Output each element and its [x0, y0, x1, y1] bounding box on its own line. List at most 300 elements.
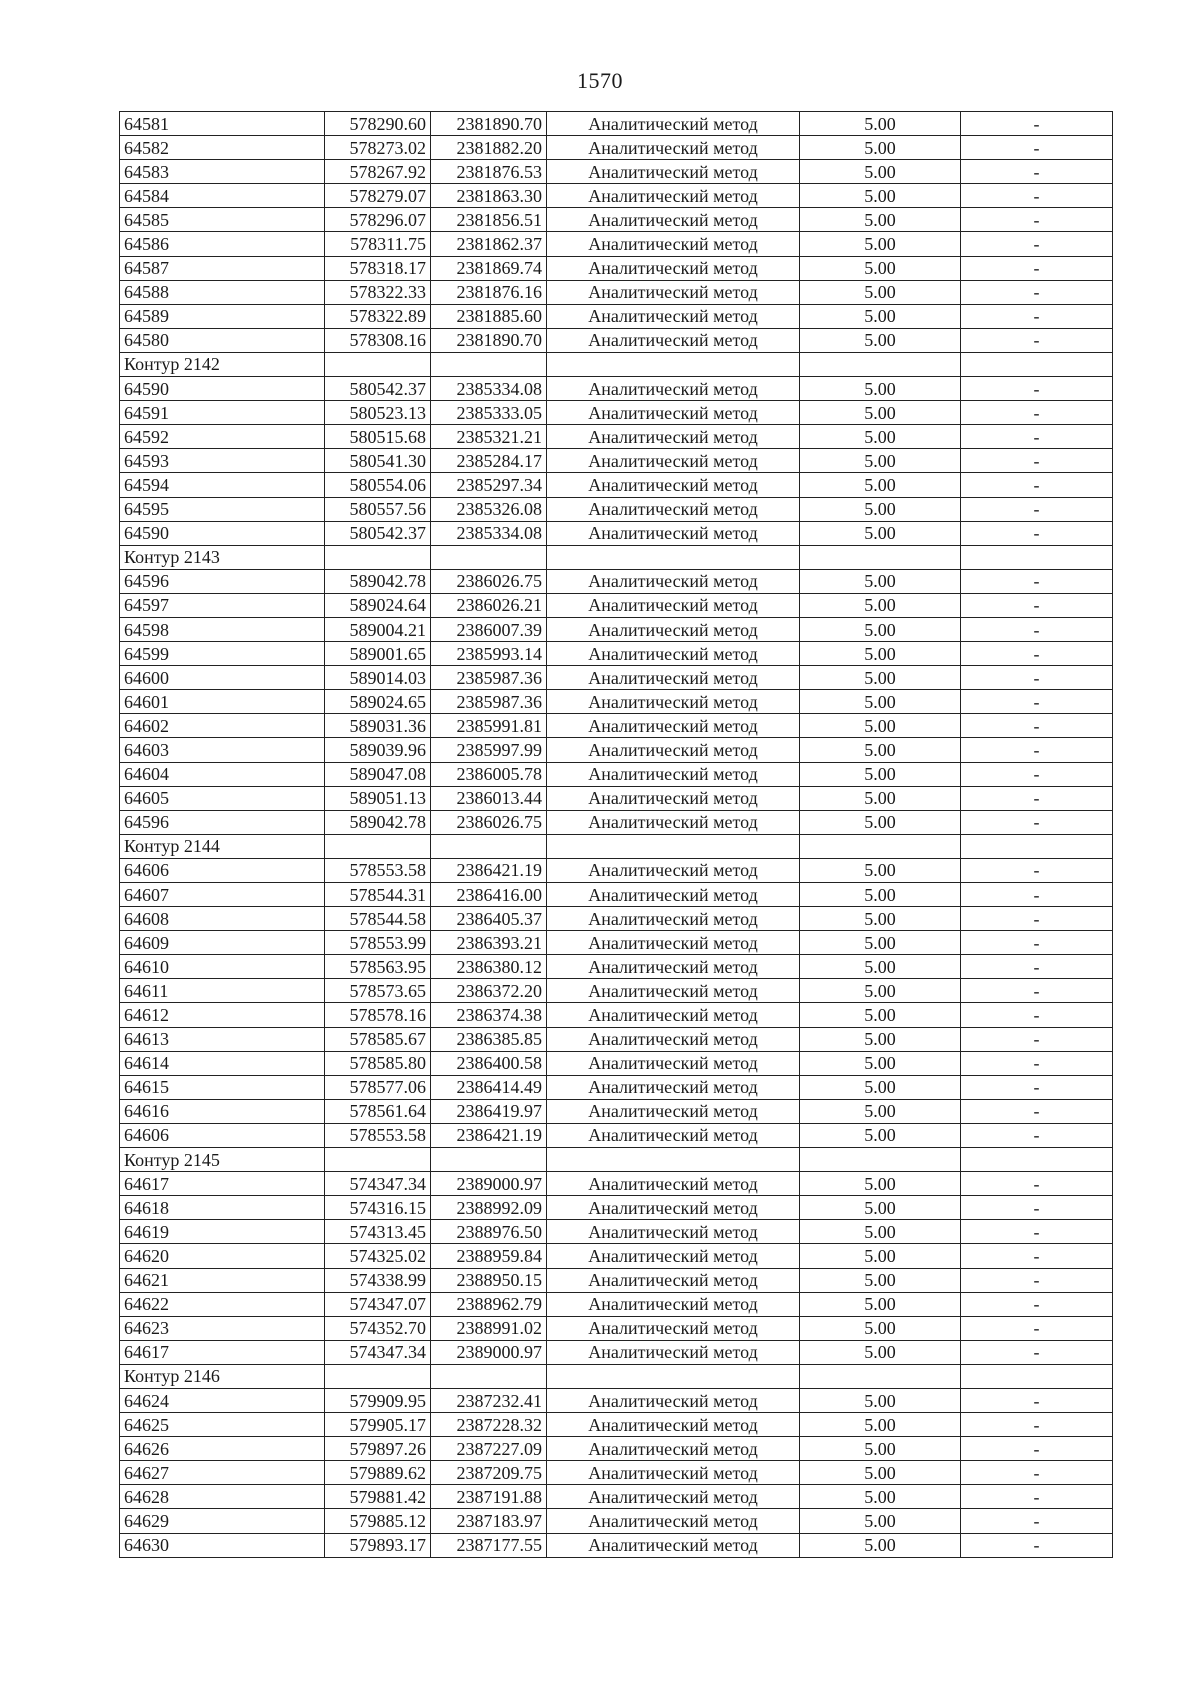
- y-coordinate-cell: 2381862.37: [431, 232, 547, 256]
- x-coordinate-cell: 574338.99: [325, 1268, 431, 1292]
- point-id-cell: 64602: [120, 714, 325, 738]
- y-coordinate-cell: 2389000.97: [431, 1172, 547, 1196]
- method-cell: Аналитический метод: [547, 569, 800, 593]
- table-row: [120, 858, 1113, 882]
- method-cell: Аналитический метод: [547, 714, 800, 738]
- x-coordinate-cell: 578585.67: [325, 1027, 431, 1051]
- y-coordinate-cell: 2388950.15: [431, 1268, 547, 1292]
- x-coordinate-cell: 574347.34: [325, 1172, 431, 1196]
- note-cell: -: [961, 1485, 1113, 1509]
- point-id-cell: 64582: [120, 136, 325, 160]
- accuracy-cell: 5.00: [800, 1533, 961, 1557]
- point-id-cell: 64597: [120, 593, 325, 617]
- accuracy-cell: 5.00: [800, 810, 961, 834]
- contour-label: Контур 2144: [120, 834, 325, 858]
- y-coordinate-cell: 2381890.70: [431, 328, 547, 352]
- y-coordinate-cell: 2388991.02: [431, 1316, 547, 1340]
- empty-cell: [547, 1364, 800, 1388]
- y-coordinate-cell: 2381876.16: [431, 280, 547, 304]
- x-coordinate-cell: 574313.45: [325, 1220, 431, 1244]
- accuracy-cell: 5.00: [800, 232, 961, 256]
- note-cell: -: [961, 425, 1113, 449]
- point-id-cell: 64620: [120, 1244, 325, 1268]
- accuracy-cell: 5.00: [800, 714, 961, 738]
- x-coordinate-cell: 578322.89: [325, 304, 431, 328]
- note-cell: -: [961, 449, 1113, 473]
- method-cell: Аналитический метод: [547, 883, 800, 907]
- contour-label: Контур 2142: [120, 352, 325, 376]
- x-coordinate-cell: 580554.06: [325, 473, 431, 497]
- accuracy-cell: 5.00: [800, 449, 961, 473]
- point-id-cell: 64616: [120, 1099, 325, 1123]
- empty-cell: [325, 1148, 431, 1172]
- method-cell: Аналитический метод: [547, 1316, 800, 1340]
- y-coordinate-cell: 2381869.74: [431, 256, 547, 280]
- method-cell: Аналитический метод: [547, 931, 800, 955]
- table-row: [120, 136, 1113, 160]
- page-number: 1570: [577, 68, 623, 93]
- accuracy-cell: 5.00: [800, 377, 961, 401]
- note-cell: -: [961, 883, 1113, 907]
- y-coordinate-cell: 2387191.88: [431, 1485, 547, 1509]
- method-cell: Аналитический метод: [547, 786, 800, 810]
- note-cell: -: [961, 232, 1113, 256]
- table-row: [120, 1413, 1113, 1437]
- accuracy-cell: 5.00: [800, 738, 961, 762]
- empty-cell: [961, 352, 1113, 376]
- note-cell: -: [961, 1051, 1113, 1075]
- y-coordinate-cell: 2386005.78: [431, 762, 547, 786]
- method-cell: Аналитический метод: [547, 1268, 800, 1292]
- accuracy-cell: 5.00: [800, 1485, 961, 1509]
- note-cell: -: [961, 979, 1113, 1003]
- note-cell: -: [961, 473, 1113, 497]
- point-id-cell: 64629: [120, 1509, 325, 1533]
- x-coordinate-cell: 579889.62: [325, 1461, 431, 1485]
- accuracy-cell: 5.00: [800, 1220, 961, 1244]
- accuracy-cell: 5.00: [800, 1437, 961, 1461]
- method-cell: Аналитический метод: [547, 666, 800, 690]
- note-cell: -: [961, 931, 1113, 955]
- y-coordinate-cell: 2388992.09: [431, 1196, 547, 1220]
- point-id-cell: 64618: [120, 1196, 325, 1220]
- y-coordinate-cell: 2385297.34: [431, 473, 547, 497]
- note-cell: -: [961, 1196, 1113, 1220]
- method-cell: Аналитический метод: [547, 858, 800, 882]
- table-row: [120, 1075, 1113, 1099]
- table-row: [120, 1388, 1113, 1412]
- note-cell: -: [961, 497, 1113, 521]
- note-cell: -: [961, 1220, 1113, 1244]
- accuracy-cell: 5.00: [800, 184, 961, 208]
- method-cell: Аналитический метод: [547, 690, 800, 714]
- table-row: [120, 521, 1113, 545]
- accuracy-cell: 5.00: [800, 1099, 961, 1123]
- point-id-cell: 64606: [120, 1123, 325, 1147]
- accuracy-cell: 5.00: [800, 1316, 961, 1340]
- accuracy-cell: 5.00: [800, 569, 961, 593]
- x-coordinate-cell: 578553.58: [325, 1123, 431, 1147]
- table-row: [120, 1340, 1113, 1364]
- table-row: [120, 449, 1113, 473]
- accuracy-cell: 5.00: [800, 1340, 961, 1364]
- point-id-cell: 64587: [120, 256, 325, 280]
- y-coordinate-cell: 2388976.50: [431, 1220, 547, 1244]
- x-coordinate-cell: 589039.96: [325, 738, 431, 762]
- method-cell: Аналитический метод: [547, 1292, 800, 1316]
- accuracy-cell: 5.00: [800, 256, 961, 280]
- table-row: [120, 642, 1113, 666]
- accuracy-cell: 5.00: [800, 955, 961, 979]
- x-coordinate-cell: 578585.80: [325, 1051, 431, 1075]
- note-cell: -: [961, 617, 1113, 641]
- contour-label: Контур 2145: [120, 1148, 325, 1172]
- empty-cell: [325, 1364, 431, 1388]
- method-cell: Аналитический метод: [547, 401, 800, 425]
- accuracy-cell: 5.00: [800, 497, 961, 521]
- contour-header-row: [120, 1148, 1113, 1172]
- point-id-cell: 64593: [120, 449, 325, 473]
- method-cell: Аналитический метод: [547, 497, 800, 521]
- x-coordinate-cell: 589042.78: [325, 810, 431, 834]
- table-row: [120, 377, 1113, 401]
- method-cell: Аналитический метод: [547, 112, 800, 136]
- x-coordinate-cell: 578322.33: [325, 280, 431, 304]
- method-cell: Аналитический метод: [547, 328, 800, 352]
- method-cell: Аналитический метод: [547, 810, 800, 834]
- y-coordinate-cell: 2381882.20: [431, 136, 547, 160]
- method-cell: Аналитический метод: [547, 1437, 800, 1461]
- note-cell: -: [961, 1292, 1113, 1316]
- accuracy-cell: 5.00: [800, 1027, 961, 1051]
- table-row: [120, 1316, 1113, 1340]
- method-cell: Аналитический метод: [547, 256, 800, 280]
- point-id-cell: 64580: [120, 328, 325, 352]
- point-id-cell: 64622: [120, 1292, 325, 1316]
- x-coordinate-cell: 589042.78: [325, 569, 431, 593]
- method-cell: Аналитический метод: [547, 1461, 800, 1485]
- accuracy-cell: 5.00: [800, 762, 961, 786]
- empty-cell: [800, 1364, 961, 1388]
- note-cell: -: [961, 136, 1113, 160]
- table-row: [120, 1220, 1113, 1244]
- empty-cell: [431, 834, 547, 858]
- point-id-cell: 64601: [120, 690, 325, 714]
- point-id-cell: 64624: [120, 1388, 325, 1412]
- contour-label: Контур 2143: [120, 545, 325, 569]
- y-coordinate-cell: 2386421.19: [431, 1123, 547, 1147]
- x-coordinate-cell: 579885.12: [325, 1509, 431, 1533]
- note-cell: -: [961, 328, 1113, 352]
- method-cell: Аналитический метод: [547, 280, 800, 304]
- point-id-cell: 64613: [120, 1027, 325, 1051]
- point-id-cell: 64585: [120, 208, 325, 232]
- note-cell: -: [961, 1533, 1113, 1557]
- table-row: [120, 304, 1113, 328]
- coordinates-table: [119, 111, 1113, 1558]
- x-coordinate-cell: 578553.58: [325, 858, 431, 882]
- y-coordinate-cell: 2386374.38: [431, 1003, 547, 1027]
- x-coordinate-cell: 578577.06: [325, 1075, 431, 1099]
- x-coordinate-cell: 579909.95: [325, 1388, 431, 1412]
- method-cell: Аналитический метод: [547, 136, 800, 160]
- accuracy-cell: 5.00: [800, 642, 961, 666]
- table-row: [120, 208, 1113, 232]
- note-cell: -: [961, 1316, 1113, 1340]
- point-id-cell: 64596: [120, 569, 325, 593]
- y-coordinate-cell: 2386421.19: [431, 858, 547, 882]
- x-coordinate-cell: 574325.02: [325, 1244, 431, 1268]
- table-row: [120, 955, 1113, 979]
- accuracy-cell: 5.00: [800, 280, 961, 304]
- method-cell: Аналитический метод: [547, 1413, 800, 1437]
- x-coordinate-cell: 589014.03: [325, 666, 431, 690]
- y-coordinate-cell: 2386372.20: [431, 979, 547, 1003]
- x-coordinate-cell: 589047.08: [325, 762, 431, 786]
- note-cell: -: [961, 304, 1113, 328]
- empty-cell: [325, 352, 431, 376]
- note-cell: -: [961, 1027, 1113, 1051]
- accuracy-cell: 5.00: [800, 1413, 961, 1437]
- y-coordinate-cell: 2381856.51: [431, 208, 547, 232]
- accuracy-cell: 5.00: [800, 1244, 961, 1268]
- y-coordinate-cell: 2387232.41: [431, 1388, 547, 1412]
- empty-cell: [961, 545, 1113, 569]
- y-coordinate-cell: 2386416.00: [431, 883, 547, 907]
- point-id-cell: 64615: [120, 1075, 325, 1099]
- point-id-cell: 64617: [120, 1172, 325, 1196]
- y-coordinate-cell: 2385987.36: [431, 666, 547, 690]
- y-coordinate-cell: 2387177.55: [431, 1533, 547, 1557]
- table-row: [120, 931, 1113, 955]
- y-coordinate-cell: 2387209.75: [431, 1461, 547, 1485]
- empty-cell: [961, 834, 1113, 858]
- y-coordinate-cell: 2386026.75: [431, 810, 547, 834]
- x-coordinate-cell: 578563.95: [325, 955, 431, 979]
- note-cell: -: [961, 521, 1113, 545]
- note-cell: -: [961, 666, 1113, 690]
- x-coordinate-cell: 578279.07: [325, 184, 431, 208]
- method-cell: Аналитический метод: [547, 1340, 800, 1364]
- note-cell: -: [961, 208, 1113, 232]
- x-coordinate-cell: 579893.17: [325, 1533, 431, 1557]
- accuracy-cell: 5.00: [800, 425, 961, 449]
- table-row: [120, 1003, 1113, 1027]
- note-cell: -: [961, 1099, 1113, 1123]
- method-cell: Аналитический метод: [547, 1196, 800, 1220]
- y-coordinate-cell: 2385997.99: [431, 738, 547, 762]
- y-coordinate-cell: 2385333.05: [431, 401, 547, 425]
- table-row: [120, 714, 1113, 738]
- accuracy-cell: 5.00: [800, 1075, 961, 1099]
- x-coordinate-cell: 580541.30: [325, 449, 431, 473]
- accuracy-cell: 5.00: [800, 328, 961, 352]
- accuracy-cell: 5.00: [800, 690, 961, 714]
- empty-cell: [800, 1148, 961, 1172]
- y-coordinate-cell: 2386026.75: [431, 569, 547, 593]
- contour-label: Контур 2146: [120, 1364, 325, 1388]
- x-coordinate-cell: 578578.16: [325, 1003, 431, 1027]
- method-cell: Аналитический метод: [547, 955, 800, 979]
- table-row: [120, 883, 1113, 907]
- table-row: [120, 1123, 1113, 1147]
- x-coordinate-cell: 579881.42: [325, 1485, 431, 1509]
- point-id-cell: 64600: [120, 666, 325, 690]
- y-coordinate-cell: 2381876.53: [431, 160, 547, 184]
- point-id-cell: 64588: [120, 280, 325, 304]
- empty-cell: [325, 545, 431, 569]
- point-id-cell: 64604: [120, 762, 325, 786]
- x-coordinate-cell: 579897.26: [325, 1437, 431, 1461]
- y-coordinate-cell: 2386026.21: [431, 593, 547, 617]
- y-coordinate-cell: 2386380.12: [431, 955, 547, 979]
- x-coordinate-cell: 574352.70: [325, 1316, 431, 1340]
- x-coordinate-cell: 574347.34: [325, 1340, 431, 1364]
- table-row: [120, 617, 1113, 641]
- empty-cell: [431, 352, 547, 376]
- y-coordinate-cell: 2385991.81: [431, 714, 547, 738]
- empty-cell: [800, 352, 961, 376]
- method-cell: Аналитический метод: [547, 425, 800, 449]
- y-coordinate-cell: 2381890.70: [431, 112, 547, 136]
- empty-cell: [961, 1148, 1113, 1172]
- point-id-cell: 64614: [120, 1051, 325, 1075]
- table-row: [120, 1461, 1113, 1485]
- method-cell: Аналитический метод: [547, 979, 800, 1003]
- note-cell: -: [961, 1437, 1113, 1461]
- accuracy-cell: 5.00: [800, 858, 961, 882]
- note-cell: -: [961, 569, 1113, 593]
- y-coordinate-cell: 2385326.08: [431, 497, 547, 521]
- accuracy-cell: 5.00: [800, 304, 961, 328]
- y-coordinate-cell: 2386393.21: [431, 931, 547, 955]
- note-cell: -: [961, 1461, 1113, 1485]
- empty-cell: [547, 834, 800, 858]
- method-cell: Аналитический метод: [547, 521, 800, 545]
- note-cell: -: [961, 280, 1113, 304]
- point-id-cell: 64583: [120, 160, 325, 184]
- accuracy-cell: 5.00: [800, 1268, 961, 1292]
- point-id-cell: 64592: [120, 425, 325, 449]
- x-coordinate-cell: 574347.07: [325, 1292, 431, 1316]
- y-coordinate-cell: 2387228.32: [431, 1413, 547, 1437]
- table-row: [120, 762, 1113, 786]
- table-row: [120, 1292, 1113, 1316]
- table-row: [120, 401, 1113, 425]
- table-row: [120, 979, 1113, 1003]
- point-id-cell: 64603: [120, 738, 325, 762]
- note-cell: -: [961, 810, 1113, 834]
- empty-cell: [431, 545, 547, 569]
- note-cell: -: [961, 1340, 1113, 1364]
- note-cell: -: [961, 593, 1113, 617]
- y-coordinate-cell: 2381863.30: [431, 184, 547, 208]
- accuracy-cell: 5.00: [800, 1172, 961, 1196]
- note-cell: -: [961, 738, 1113, 762]
- method-cell: Аналитический метод: [547, 1485, 800, 1509]
- accuracy-cell: 5.00: [800, 593, 961, 617]
- table-row: [120, 497, 1113, 521]
- table-row: [120, 1268, 1113, 1292]
- x-coordinate-cell: 578573.65: [325, 979, 431, 1003]
- x-coordinate-cell: 578308.16: [325, 328, 431, 352]
- accuracy-cell: 5.00: [800, 521, 961, 545]
- table-row: [120, 786, 1113, 810]
- x-coordinate-cell: 589024.65: [325, 690, 431, 714]
- accuracy-cell: 5.00: [800, 931, 961, 955]
- x-coordinate-cell: 580515.68: [325, 425, 431, 449]
- y-coordinate-cell: 2388962.79: [431, 1292, 547, 1316]
- note-cell: -: [961, 1413, 1113, 1437]
- accuracy-cell: 5.00: [800, 979, 961, 1003]
- table-row: [120, 1485, 1113, 1509]
- note-cell: -: [961, 1075, 1113, 1099]
- point-id-cell: 64591: [120, 401, 325, 425]
- x-coordinate-cell: 580523.13: [325, 401, 431, 425]
- accuracy-cell: 5.00: [800, 1196, 961, 1220]
- point-id-cell: 64586: [120, 232, 325, 256]
- note-cell: -: [961, 690, 1113, 714]
- y-coordinate-cell: 2386405.37: [431, 907, 547, 931]
- y-coordinate-cell: 2386400.58: [431, 1051, 547, 1075]
- y-coordinate-cell: 2386419.97: [431, 1099, 547, 1123]
- table-row: [120, 256, 1113, 280]
- point-id-cell: 64626: [120, 1437, 325, 1461]
- note-cell: -: [961, 786, 1113, 810]
- accuracy-cell: 5.00: [800, 1123, 961, 1147]
- contour-header-row: [120, 1364, 1113, 1388]
- x-coordinate-cell: 578296.07: [325, 208, 431, 232]
- y-coordinate-cell: 2388959.84: [431, 1244, 547, 1268]
- table-row: [120, 593, 1113, 617]
- accuracy-cell: 5.00: [800, 907, 961, 931]
- method-cell: Аналитический метод: [547, 1244, 800, 1268]
- note-cell: -: [961, 256, 1113, 280]
- accuracy-cell: 5.00: [800, 136, 961, 160]
- point-id-cell: 64590: [120, 377, 325, 401]
- table-row: [120, 1244, 1113, 1268]
- note-cell: -: [961, 714, 1113, 738]
- method-cell: Аналитический метод: [547, 1509, 800, 1533]
- empty-cell: [325, 834, 431, 858]
- table-row: [120, 1196, 1113, 1220]
- x-coordinate-cell: 589024.64: [325, 593, 431, 617]
- method-cell: Аналитический метод: [547, 1388, 800, 1412]
- point-id-cell: 64581: [120, 112, 325, 136]
- x-coordinate-cell: 574316.15: [325, 1196, 431, 1220]
- x-coordinate-cell: 589001.65: [325, 642, 431, 666]
- note-cell: -: [961, 1172, 1113, 1196]
- empty-cell: [800, 545, 961, 569]
- point-id-cell: 64598: [120, 617, 325, 641]
- contour-header-row: [120, 545, 1113, 569]
- note-cell: -: [961, 955, 1113, 979]
- note-cell: -: [961, 184, 1113, 208]
- method-cell: Аналитический метод: [547, 1533, 800, 1557]
- empty-cell: [431, 1148, 547, 1172]
- table-row: [120, 738, 1113, 762]
- accuracy-cell: 5.00: [800, 786, 961, 810]
- x-coordinate-cell: 580542.37: [325, 377, 431, 401]
- point-id-cell: 64605: [120, 786, 325, 810]
- point-id-cell: 64625: [120, 1413, 325, 1437]
- y-coordinate-cell: 2385987.36: [431, 690, 547, 714]
- method-cell: Аналитический метод: [547, 208, 800, 232]
- accuracy-cell: 5.00: [800, 160, 961, 184]
- y-coordinate-cell: 2386385.85: [431, 1027, 547, 1051]
- point-id-cell: 64612: [120, 1003, 325, 1027]
- table-row: [120, 160, 1113, 184]
